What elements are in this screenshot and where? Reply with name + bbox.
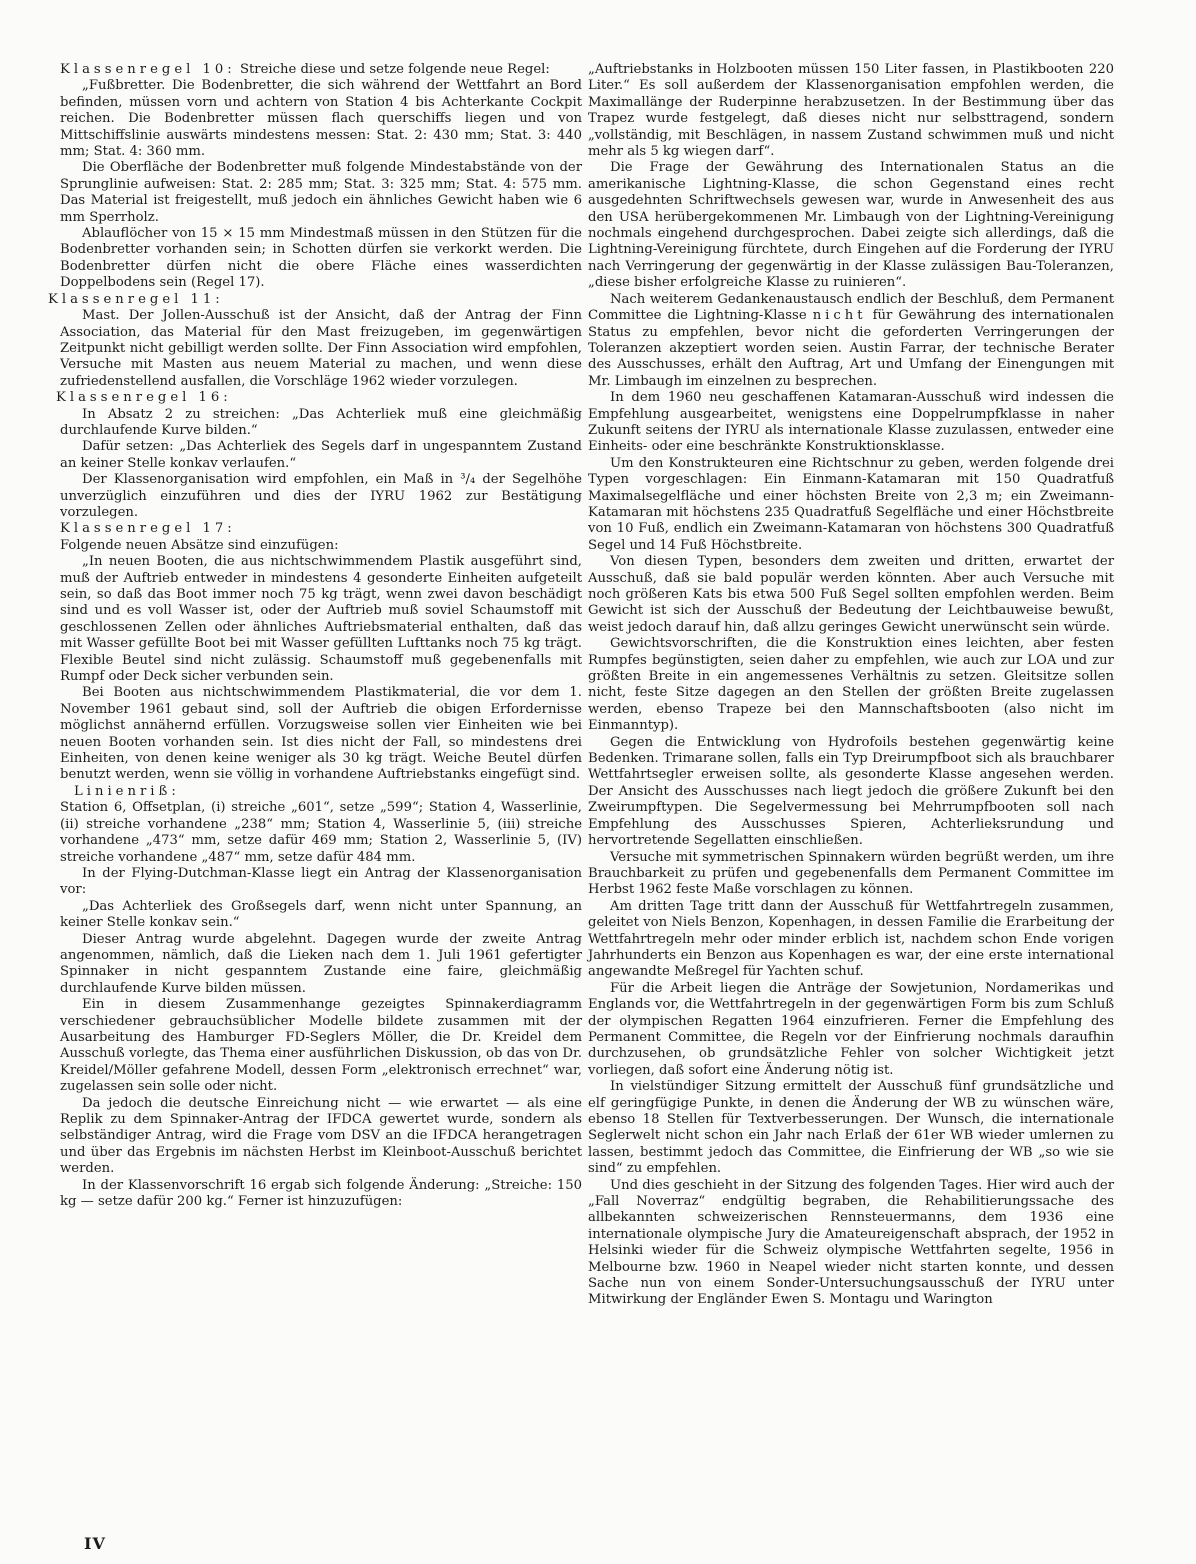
fd-paragraph-4: Da jedoch die deutsche Einreichung nicht — wie erwartet — als eine Replik zu dem Spinnaker-Antrag der IFDCA gewertet wurde, sondern als selbständiger Antrag, wird die Frage vom DSV an die IFDCA herangetragen und über das Ergebnis im nächsten Herbst im Kleinboot-Ausschuß berichtet werden. bbox=[60, 1095, 582, 1177]
right-paragraph-13: Und dies geschieht in der Sitzung des folgenden Tages. Hier wird auch der „Fall Noverraz“ endgültig begraben, die Rehabilitierungssache des allbekannten schweizerischen Rennsteuermanns, dem 1936 eine internationale olympische Jury die Amateureigenschaft absprach, der 1952 in Helsinki wieder für die Schweiz olympische Wettfahrten segelte, 1956 in Melbourne bzw. 1960 in Neapel wieder nicht starten konnte, und dessen Sache nun von einem Sonder-Untersuchungsausschuß der IYRU unter Mitwirkung der Engländer Ewen S. Montagu und Warington bbox=[588, 1177, 1114, 1308]
right-paragraph-5: Um den Konstrukteuren eine Richtschnur zu geben, werden folgende drei Typen vorgeschlagen: Ein Einmann-Katamaran mit 150 Quadratfuß Maximalsegelfläche und einer höchsten Breite von 2,3 m; ein Zweimann-Katamaran mit höchstens 235 Quadratfuß Segelfläche und einer Höchstbreite von 10 Fuß, endlich ein Zweimann-Katamaran von höchstens 300 Quadratfuß Segel und 14 Fuß Höchstbreite. bbox=[588, 455, 1114, 553]
right-paragraph-11: Für die Arbeit liegen die Anträge der Sowjetunion, Nordamerikas und Englands vor, die Wettfahrtregeln in der gegenwärtigen Form bis zum Schluß der olympischen Regatten 1964 einzufrieren. Ferner die Empfehlung des Permanent Committee, die Regeln vor der Einfrierung nochmals daraufhin durchzusehen, ob grundsätzliche Fehler von solcher Wichtigkeit jetzt vorliegen, daß sofort eine Änderung nötig ist. bbox=[588, 980, 1114, 1078]
right-paragraph-10: Am dritten Tage tritt dann der Ausschuß für Wettfahrtregeln zusammen, geleitet von Niels Benzon, Kopenhagen, in dessen Familie die Erarbeitung der Wettfahrtregeln mehr oder minder erblich ist, nachdem schon Ende vorigen Jahrhunderts ein Benzon aus Kopenhagen es war, der eine erste international angewandte Meßregel für Yachten schuf. bbox=[588, 898, 1114, 980]
right-paragraph-1: „Auftriebstanks in Holzbooten müssen 150 Liter fassen, in Plastikbooten 220 Liter.“ Es soll außerdem der Klassenorganisation empfohlen werden, die Maximallänge der Ruderpinne herabzusetzen. In der Bestimmung über das Trapez wurde festgelegt, daß dieses nicht nur selbsttragend, sondern „vollständig, mit Beschlägen, in nassem Zustand schwimmen muß und nicht mehr als 5 kg wiegen darf“. bbox=[588, 62, 1114, 160]
emphasis-nicht: nicht bbox=[812, 308, 867, 324]
rule-10-heading: Klassenregel 10: bbox=[60, 62, 236, 77]
linienriss-text: Station 6, Offsetplan, (i) streiche „601“, setze „599“; Station 4, Wasserlinie, (ii) streiche vorhandene „238“ mm; Station 4, Wasserlinie 5, (iii) streiche vorhandene „473“ mm, setze dafür 469 mm; Station 2, Wasserlinie 5, (IV) streiche vorhandene „487“ mm, setze dafür 484 mm. bbox=[60, 800, 582, 865]
fd-paragraph-3: Ein in diesem Zusammenhange gezeigtes Spinnakerdiagramm verschiedener gebrauchsüblicher Modelle bildete zusammen mit der Ausarbeitung des Hamburger FD-Seglers Möller, die Dr. Kreidel dem Ausschuß vorlegte, das Thema einer ausführlichen Diskussion, ob das von Dr. Kreidel/Möller gefahrene Modell, dessen Form „elektronisch errechnet“ war, zugelassen sein solle oder nicht. bbox=[60, 997, 582, 1095]
rule-16-text-1: In Absatz 2 zu streichen: „Das Achterliek muß eine gleichmäßig durchlaufende Kurve bilden.“ bbox=[60, 406, 582, 438]
left-column bbox=[48, 62, 582, 1210]
rule-16-text-3: Der Klassenorganisation wird empfohlen, ein Maß in ³/₄ der Segelhöhe unverzüglich einzuführen und dies der IYRU 1962 zur Bestätigung vorzulegen. bbox=[60, 472, 582, 520]
right-paragraph-2: Die Frage der Gewährung des Internationalen Status an die amerikanische Lightning-Klasse, die schon Gegenstand eines recht ausgedehnten Schriftwechsels gewesen war, wurde in Anwesenheit des aus den USA herübergekommenen Mr. Limbaugh von der Lightning-Vereinigung nochmals eingehend durchgesprochen. Dabei zeigte sich allerdings, daß die Lightning-Vereinigung fürchtete, durch Eingehen auf die Forderung der IYRU nach Verringerung der gegenwärtig in der Klasse zulässigen Bau-Toleranzen, „diese bisher erfolgreiche Klasse zu ruinieren“. bbox=[588, 160, 1114, 291]
fd-paragraph-2: Dieser Antrag wurde abgelehnt. Dagegen wurde der zweite Antrag angenommen, nämlich, daß die Lieken nach dem 1. Juli 1961 gefertigter Spinnaker in nicht gespanntem Zustande eine faire, gleichmäßig durchlaufende Kurve bilden müssen. bbox=[60, 931, 582, 996]
right-paragraph-7: Gewichtsvorschriften, die die Konstruktion eines leichten, aber festen Rumpfes begünstigten, seien daher zu empfehlen, wie auch zur LOA und zur größten Breite in ein angemessenes Verhältnis zu setzen. Gleitsitze sollen nicht, feste Sitze dagegen an den Stellen der größten Breite zugelassen werden, ebenso Trapeze bei den Mannschaftsbooten (also nicht im Einmanntyp). bbox=[588, 636, 1114, 734]
rule-16-text-2: Dafür setzen: „Das Achterliek des Segels darf in ungespanntem Zustand an keiner Stelle konkav verlaufen.“ bbox=[60, 439, 582, 471]
rule-10-intro: Streiche diese und setze folgende neue Regel: bbox=[235, 62, 550, 77]
right-paragraph-9: Versuche mit symmetrischen Spinnakern würden begrüßt werden, um ihre Brauchbarkeit zu prüfen und gegebenenfalls dem Permanent Committee im Herbst 1962 feste Maße vorschlagen zu können. bbox=[588, 849, 1114, 898]
right-paragraph-3-c: für Gewährung des internationalen Status zu empfehlen, bevor nicht die geforderten Verringerungen der Toleranzen akzeptiert worden seien. Austin Farrar, der technische Berater des Ausschusses, erhält den Auftrag, Art und Umfang der Einengungen mit Mr. Limbaugh im einzelnen zu besprechen. bbox=[588, 308, 1115, 389]
rule-10-text-3: Ablauflöcher von 15 × 15 mm Mindestmaß müssen in den Stützen für die Bodenbretter vorhanden sein; in Schotten dürfen sie verkorkt werden. Die Bodenbretter dürfen nicht die obere Fläche eines wasserdichten Doppelbodens sein (Regel 17). bbox=[60, 226, 582, 291]
rule-11-heading: Klassenregel 11: bbox=[48, 291, 224, 307]
rule-16-heading: Klassenregel 16: bbox=[56, 390, 232, 406]
fd-paragraph-5: In der Klassenvorschrift 16 ergab sich folgende Änderung: „Streiche: 150 kg — setze dafür 200 kg.“ Ferner ist hinzuzufügen: bbox=[60, 1177, 582, 1210]
rule-10-text-2: Die Oberfläche der Bodenbretter muß folgende Mindestabstände von der Sprunglinie aufweisen: Stat. 2: 285 mm; Stat. 3: 325 mm; Stat. 4: 575 mm. Das Material ist freigestellt, muß jedoch ein ähnliches Gewicht haben wie 6 mm Sperrholz. bbox=[60, 160, 582, 225]
right-paragraph-4: In dem 1960 neu geschaffenen Katamaran-Ausschuß wird indessen die Empfehlung ausgearbeitet, wenigstens eine Doppelrumpfklasse in naher Zukunft seitens der IYRU als internationale Klasse zuzulassen, entweder eine Einheits- oder eine beschränkte Konstruktionsklasse. bbox=[588, 390, 1114, 455]
right-paragraph-3 bbox=[588, 292, 1114, 390]
rule-17-text-2: Bei Booten aus nichtschwimmendem Plastikmaterial, die vor dem 1. November 1961 gebaut sind, soll der Auftrieb die obigen Erfordernisse möglichst annähernd erfüllen. Vorzugsweise sollen vier Einheiten wie bei neuen Booten vorhanden sein. Ist dies nicht der Fall, so mindestens drei Einheiten, von denen keine weniger als 30 kg trägt. Weiche Beutel dürfen benutzt werden, wenn sie völlig in vorhandene Auftriebstanks eingefügt sind. bbox=[60, 685, 582, 783]
right-paragraph-6: Von diesen Typen, besonders dem zweiten und dritten, erwartet der Ausschuß, daß sie bald populär werden könnten. Aber auch Versuche mit noch größeren Kats bis etwa 500 Fuß Segel sollten empfohlen werden. Beim Gewicht ist sich der Ausschuß der Bedeutung der Leichtbauweise bewußt, weist jedoch darauf hin, daß allzu geringes Gewicht unerwünscht sein würde. bbox=[588, 554, 1114, 635]
right-paragraph-3-a: Nach weiterem Gedankenaustausch endlich der Beschluß, dem Permanent Committee die Lightning-Klasse bbox=[588, 291, 1114, 324]
page-number: IV bbox=[84, 1534, 106, 1553]
fd-quote: „Das Achterliek des Großsegels darf, wenn nicht unter Spannung, an keiner Stelle konkav sein.“ bbox=[60, 898, 582, 931]
right-paragraph-8: Gegen die Entwicklung von Hydrofoils bestehen gegenwärtig keine Bedenken. Trimarane sollen, falls ein Typ Dreirumpfboot sich als brauchbarer Wettfahrtsegler erweisen sollte, als gesonderte Klasse angesehen werden. Der Ansicht des Ausschusses nach liegt jedoch die größere Zukunft bei den Zweirumpftypen. Die Segelvermessung bei Mehrrumpfbooten soll nach Empfehlung des Ausschusses Spieren, Achterlieksrundung und hervortretende Segellatten einschließen. bbox=[588, 734, 1114, 849]
linienriss-heading: Linienriß: bbox=[74, 783, 180, 799]
rule-10-text-1: „Fußbretter. Die Bodenbretter, die sich während der Wettfahrt an Bord befinden, müssen vorn und achtern von Station 4 bis Achterkante Cockpit reichen. Die Bodenbretter müssen flach querschiffs liegen und von Mittschiffslinie auswärts mindestens messen: Stat. 2: 430 mm; Stat. 3: 440 mm; Stat. 4: 360 mm. bbox=[60, 78, 582, 160]
rule-17-text-1: „In neuen Booten, die aus nichtschwimmendem Plastik ausgeführt sind, muß der Auftrieb entweder in mindestens 4 gesonderte Einheiten aufgeteilt sein, so daß das Boot immer noch 75 kg trägt, wenn zwei davon beschädigt sind und es voll Wasser ist, oder der Auftrieb muß soviel Schaumstoff mit geschlossenen Zellen oder ähnliches Auftriebsmaterial enthalten, daß das mit Wasser gefüllte Boot bei mit Wasser gefüllten Lufttanks noch 75 kg trägt. Flexible Beutel sind nicht zulässig. Schaumstoff muß gegebenenfalls mit Rumpf oder Deck sicher verbunden sein. bbox=[60, 554, 582, 685]
right-paragraph-12: In vielstündiger Sitzung ermittelt der Ausschuß fünf grundsätzliche und elf geringfügige Punkte, in denen die Änderung der WB zu wünschen wäre, ebenso 18 Stellen für Textverbesserungen. Der Wunsch, die internationale Seglerwelt nicht schon ein Jahr nach Erlaß der 61er WB wieder umlernen zu lassen, bestimmt jedoch das Committee, die Einfrierung der WB „so wie sie sind“ zu empfehlen. bbox=[588, 1079, 1114, 1177]
fd-paragraph-1: In der Flying-Dutchman-Klasse liegt ein Antrag der Klassenorganisation vor: bbox=[60, 865, 582, 898]
rule-17-intro: Folgende neuen Absätze sind einzufügen: bbox=[60, 537, 339, 553]
right-column bbox=[588, 62, 1114, 1309]
rule-10-paragraph bbox=[60, 62, 582, 78]
rule-11-text: Mast. Der Jollen-Ausschuß ist der Ansicht, daß der Antrag der Finn Association, das Material für den Mast freizugeben, im gegenwärtigen Zeitpunkt nicht gebilligt werden sollte. Der Finn Association wird empfohlen, Versuche mit Masten aus neuem Material zu machen, und wenn diese zufriedenstellend ausfallen, die Vorschläge 1962 wieder vorzulegen. bbox=[60, 308, 582, 389]
rule-17-heading: Klassenregel 17: bbox=[60, 521, 236, 537]
